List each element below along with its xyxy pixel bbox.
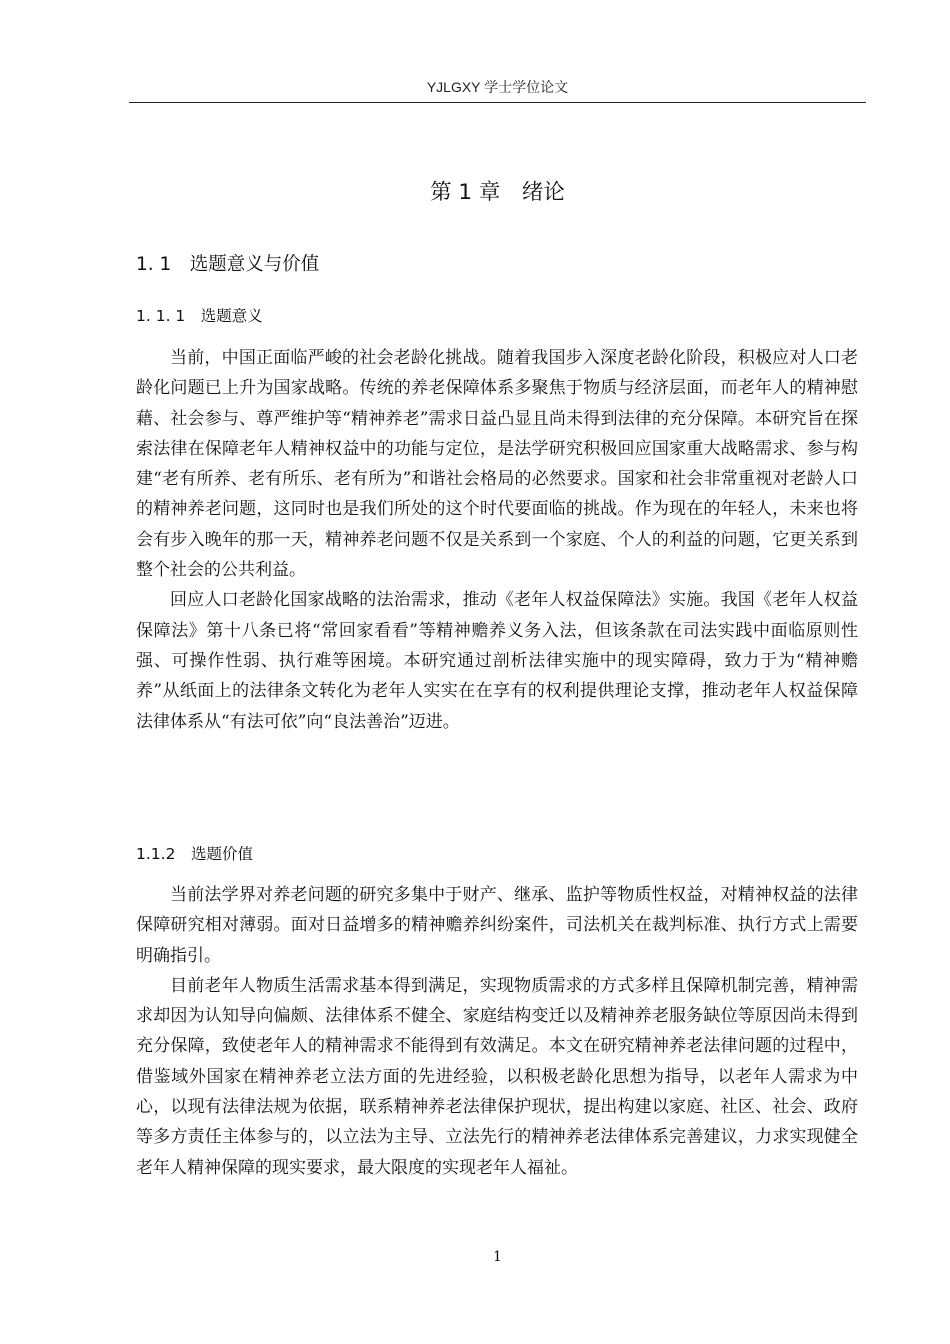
header-rule bbox=[129, 102, 866, 103]
paragraph: 回应人口老龄化国家战略的法治需求，推动《老年人权益保障法》实施。我国《老年人权益保障法》第十八条已将“常回家看看”等精神赡养义务入法，但该条款在司法实践中面临原则性强、可操作性弱、执行难等困境。本研究通过剖析法律实施中的现实障碍，致力于为“精神赡养”从纸面上的法律条文转化为老年人实实在在享有的权利提供理论支撑，推动老年人权益保障法律体系从“有法可依”向“良法善治”迈进。 bbox=[136, 590, 858, 732]
paragraph: 当前，中国正面临严峻的社会老龄化挑战。随着我国步入深度老龄化阶段，积极应对人口老龄化问题已上升为国家战略。传统的养老保障体系多聚焦于物质与经济层面，而老年人的精神慰藉、社会参与、尊严维护等“精神养老”需求日益凸显且尚未得到法律的充分保障。本研究旨在探索法律在保障老年人精神权益中的功能与定位，是法学研究积极回应国家重大战略需求、参与构建“老有所养、老有所乐、老有所为”和谐社会格局的必然要求。国家和社会非常重视对老龄人口的精神养老问题，这同时也是我们所处的这个时代要面临的挑战。作为现在的年轻人，未来也将会有步入晚年的那一天，精神养老问题不仅是关系到一个家庭、个人的利益的问题，它更关系到整个社会的公共利益。 bbox=[136, 348, 858, 581]
page-number: 1 bbox=[493, 1249, 502, 1265]
value-body bbox=[136, 880, 858, 1183]
section-heading: 1. 1 选题意义与价值 bbox=[136, 254, 320, 275]
paragraph: 当前法学界对养老问题的研究多集中于财产、继承、监护等物质性权益，对精神权益的法律保障研究相对薄弱。面对日益增多的精神赡养纠纷案件，司法机关在裁判标准、执行方式上需要明确指引。 bbox=[136, 885, 858, 966]
subsection-heading-significance: 1. 1. 1 选题意义 bbox=[136, 307, 263, 325]
chapter-title: 第 1 章 绪论 bbox=[430, 180, 565, 205]
page-header: YJLGXY 学士学位论文 bbox=[426, 79, 569, 95]
subsection-heading-value: 1.1.2 选题价值 bbox=[136, 845, 253, 863]
paragraph: 目前老年人物质生活需求基本得到满足，实现物质需求的方式多样且保障机制完善，精神需求却因为认知导向偏颇、法律体系不健全、家庭结构变迁以及精神养老服务缺位等原因尚未得到充分保障，致使老年人的精神需求不能得到有效满足。本文在研究精神养老法律问题的过程中，借鉴域外国家在精神养老立法方面的先进经验，以积极老龄化思想为指导，以老年人需求为中心，以现有法律法规为依据，联系精神养老法律保护现状，提出构建以家庭、社区、社会、政府等多方责任主体参与的，以立法为主导、立法先行的精神养老法律体系完善建议，力求实现健全老年人精神保障的现实要求，最大限度的实现老年人福祉。 bbox=[136, 975, 858, 1178]
significance-body bbox=[136, 343, 858, 737]
